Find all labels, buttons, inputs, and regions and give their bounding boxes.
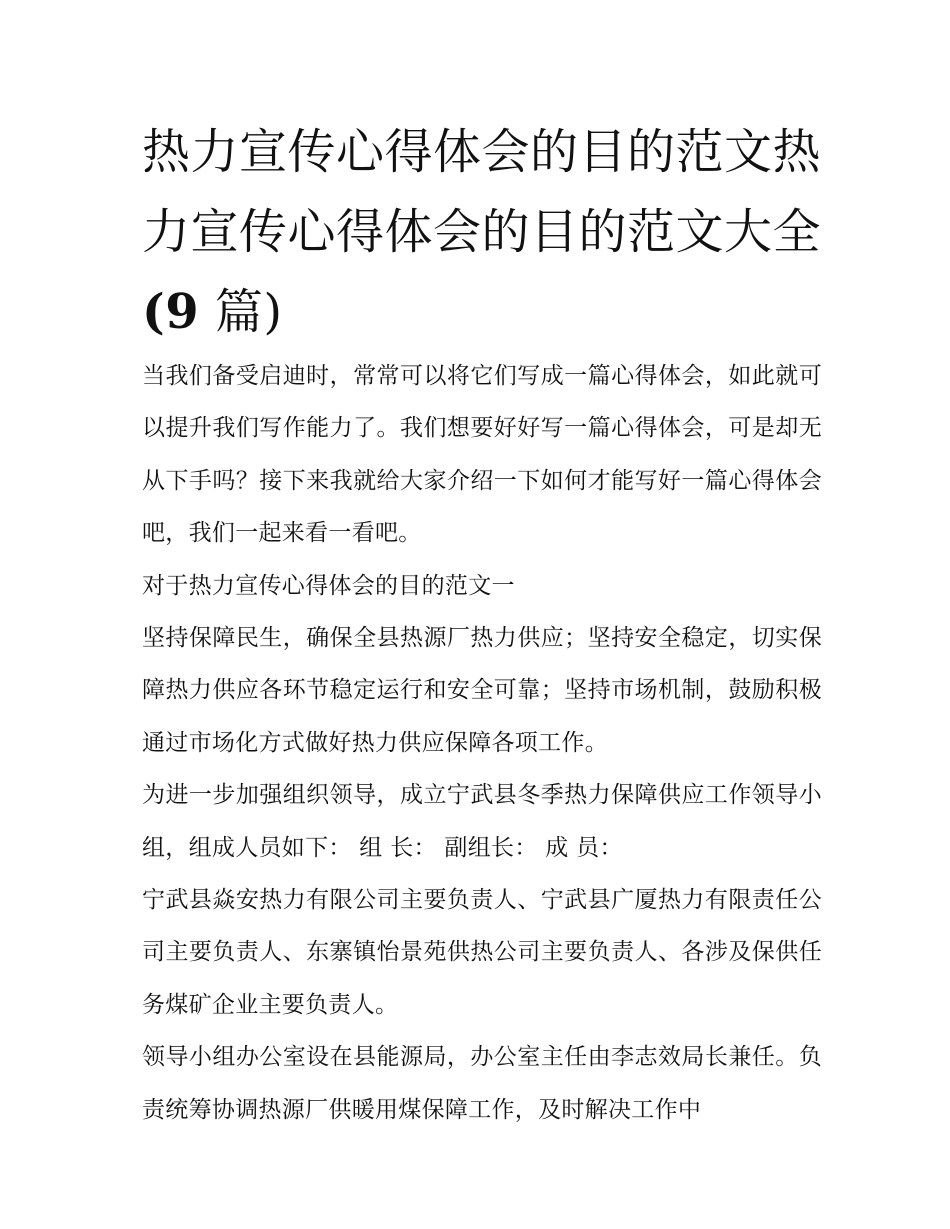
paragraph-office: 领导小组办公室设在县能源局，办公室主任由李志效局长兼任。负责统筹协调热源厂供暖用煤保障工作，及时解决工作中 <box>142 1044 822 1123</box>
paragraph-principles: 坚持保障民生，确保全县热源厂热力供应；坚持安全稳定，切实保障热力供应各环节稳定运行和安全可靠；坚持市场机制，鼓励积极通过市场化方式做好热力供应保障各项工作。 <box>142 625 822 756</box>
paragraph-intro: 当我们备受启迪时，常常可以将它们写成一篇心得体会，如此就可以提升我们写作能力了。我们想要好好写一篇心得体会，可是却无从下手吗？接下来我就给大家介绍一下如何才能写好一篇心得体会吧，我们一起来看一看吧。 <box>142 363 822 547</box>
document-title <box>142 112 822 352</box>
paragraph-members: 宁武县焱安热力有限公司主要负责人、宁武县广厦热力有限责任公司主要负责人、东寨镇怡景苑供热公司主要负责人、各涉及保供任务煤矿企业主要负责人。 <box>142 887 822 1018</box>
title-suffix: (9 <box>142 284 200 340</box>
paragraph-leadership-group: 为进一步加强组织领导，成立宁武县冬季热力保障供应工作领导小组，组成人员如下： 组 长： 副组长： 成 员： <box>142 782 822 861</box>
paragraph-heading-1: 对于热力宣传心得体会的目的范文一 <box>142 572 515 599</box>
title-main: 热力宣传心得体会的目的范文热力宣传心得体会的目的范文大全 <box>142 124 822 260</box>
document-body <box>142 350 822 1136</box>
title-suffix-2: 篇) <box>214 284 283 340</box>
